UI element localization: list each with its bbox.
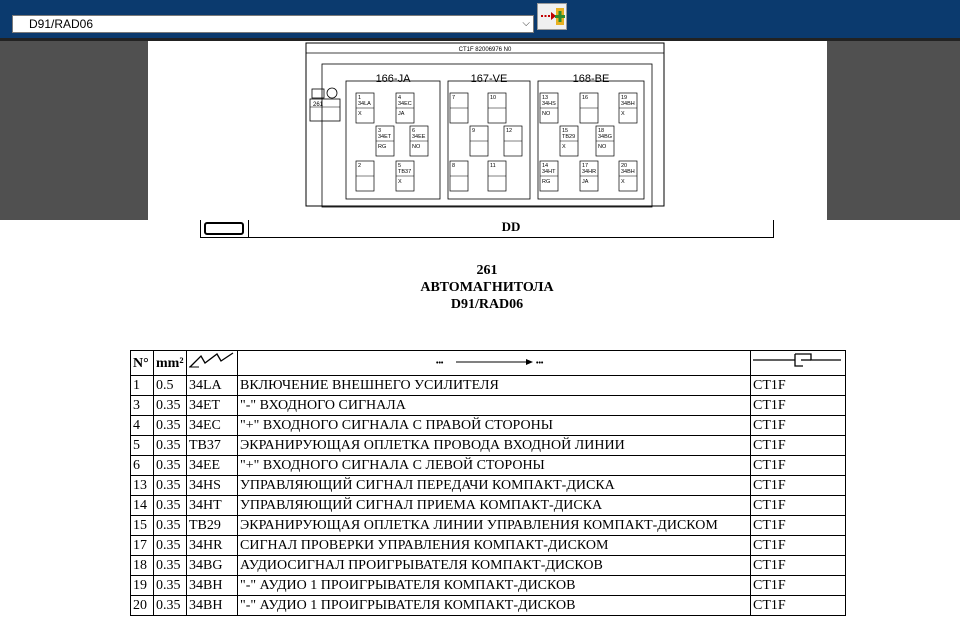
connector-code: CT1F	[751, 496, 846, 516]
wire-code: 34BG	[187, 556, 238, 576]
pin-description: ЭКРАНИРУЮЩАЯ ОПЛЕТКА ПРОВОДА ВХОДНОЙ ЛИНИИ	[238, 436, 751, 456]
wire-section: 0.35	[154, 596, 187, 616]
pin-code-label: 34LA	[358, 101, 371, 107]
block-label-167: 167-VE	[470, 73, 508, 85]
diagram-pin-cell	[560, 126, 578, 156]
table-row	[131, 436, 846, 456]
wire-section: 0.35	[154, 396, 187, 416]
wire-code: 34ET	[187, 396, 238, 416]
previous-row-label: DD	[501, 219, 521, 234]
svg-text:•••: •••	[436, 359, 444, 367]
pin-number: 5	[131, 436, 154, 456]
pin-code-label: 34HR	[582, 169, 597, 175]
pin-description: "-" ВХОДНОГО СИГНАЛА	[238, 396, 751, 416]
component-title-block	[0, 262, 960, 313]
connector-code: CT1F	[751, 536, 846, 556]
diagram-pin-cell	[450, 93, 468, 123]
wire-section: 0.35	[154, 556, 187, 576]
table-row	[131, 516, 846, 536]
pin-description: СИГНАЛ ПРОВЕРКИ УПРАВЛЕНИЯ КОМПАКТ-ДИСКОМ	[238, 536, 751, 556]
table-header-row	[131, 351, 846, 376]
top-toolbar	[0, 0, 960, 38]
connector-code: CT1F	[751, 516, 846, 536]
component-code: D91/RAD06	[450, 297, 524, 312]
table-row	[131, 576, 846, 596]
pin-number: 15	[131, 516, 154, 536]
connector-code: CT1F	[751, 456, 846, 476]
table-row	[131, 416, 846, 436]
pin-number-label: 15	[562, 128, 569, 134]
previous-table-row	[200, 220, 774, 238]
pin-mark-label: X	[398, 179, 402, 185]
diagram-pin-cell	[580, 161, 598, 191]
wire-code: 34HS	[187, 476, 238, 496]
wire-code: 34LA	[187, 376, 238, 396]
connector-icon	[753, 351, 843, 369]
wire-code: 34EC	[187, 416, 238, 436]
pin-code-label: 34HT	[542, 169, 556, 175]
pin-number-label: 10	[490, 95, 497, 101]
pin-description: АУДИОСИГНАЛ ПРОИГРЫВАТЕЛЯ КОМПАКТ-ДИСКОВ	[238, 556, 751, 576]
pin-number-label: 6	[412, 128, 416, 134]
diagram-pin-cell	[376, 126, 394, 156]
go-button[interactable]	[537, 3, 567, 30]
wire-code: 34HR	[187, 536, 238, 556]
arrow-plus-icon	[538, 4, 566, 29]
diagram-pin-cell	[619, 93, 637, 123]
pin-code-label: TB29	[562, 134, 576, 140]
pin-description: "-" АУДИО 1 ПРОИГРЫВАТЕЛЯ КОМПАКТ-ДИСКОВ	[238, 576, 751, 596]
diagram-viewer[interactable]	[0, 38, 960, 220]
wire-section: 0.35	[154, 416, 187, 436]
wire-signal-icon	[189, 352, 235, 368]
pin-number-label: 8	[452, 163, 456, 169]
diagram-pin-cell	[596, 126, 614, 156]
diagram-pin-cell	[450, 161, 468, 191]
pin-description: "+" ВХОДНОГО СИГНАЛА С ЛЕВОЙ СТОРОНЫ	[238, 456, 751, 476]
pin-number-label: 13	[542, 95, 549, 101]
wire-section: 0.35	[154, 536, 187, 556]
pin-mark-label: NO	[412, 144, 421, 150]
pin-description: ВКЛЮЧЕНИЕ ВНЕШНЕГО УСИЛИТЕЛЯ	[238, 376, 751, 396]
diagram-header: CT1F 82006976 N0	[458, 47, 512, 53]
pin-number: 4	[131, 416, 154, 436]
pin-number-label: 2	[358, 163, 362, 169]
diagram-pin-cell	[410, 126, 428, 156]
header-section: mm²	[154, 351, 187, 376]
diagram-sheet	[148, 41, 827, 220]
table-row	[131, 536, 846, 556]
diagram-pin-cell	[540, 93, 558, 123]
diagram-pin-cell	[356, 161, 374, 191]
pin-number: 20	[131, 596, 154, 616]
pin-number-label: 9	[472, 128, 476, 134]
connector-icon	[204, 222, 244, 235]
pin-mark-label: RG	[378, 144, 387, 150]
connector-code: CT1F	[751, 376, 846, 396]
pin-mark-label: NO	[542, 111, 551, 117]
pin-code-label: 34EE	[412, 134, 426, 140]
pin-number-label: 19	[621, 95, 628, 101]
diagram-pin-cell	[396, 161, 414, 191]
wire-section: 0.35	[154, 516, 187, 536]
pin-mark-label: JA	[398, 111, 405, 117]
pin-code-label: 34HS	[542, 101, 556, 107]
wire-section: 0.35	[154, 436, 187, 456]
chevron-down-icon[interactable]: ⌵	[522, 18, 530, 29]
connector-select[interactable]	[12, 15, 534, 33]
diagram-pin-cell	[540, 161, 558, 191]
pin-number-label: 14	[542, 163, 549, 169]
diagram-pin-cell	[356, 93, 374, 123]
svg-text:•••: •••	[536, 359, 544, 367]
wire-code: TB37	[187, 436, 238, 456]
pin-description: ЭКРАНИРУЮЩАЯ ОПЛЕТКА ЛИНИИ УПРАВЛЕНИЯ КОМПАКТ-ДИСКОМ	[238, 516, 751, 536]
viewer-right-gutter	[827, 41, 960, 220]
pin-number-label: 17	[582, 163, 589, 169]
diagram-pin-cell	[488, 93, 506, 123]
pin-number-label: 7	[452, 95, 456, 101]
table-row	[131, 496, 846, 516]
pin-code-label: 34BH	[621, 169, 635, 175]
pin-description: УПРАВЛЯЮЩИЙ СИГНАЛ ПРИЕМА КОМПАКТ-ДИСКА	[238, 496, 751, 516]
connector-code: CT1F	[751, 596, 846, 616]
connector-code: CT1F	[751, 556, 846, 576]
diagram-ref-label: 261	[313, 102, 324, 108]
header-description	[238, 351, 751, 376]
wire-section: 0.35	[154, 476, 187, 496]
pin-number-label: 20	[621, 163, 628, 169]
pin-number: 18	[131, 556, 154, 576]
pin-number: 14	[131, 496, 154, 516]
block-label-166: 166-JA	[375, 73, 411, 85]
block-label-168: 168-BE	[572, 73, 610, 85]
table-row	[131, 596, 846, 616]
wire-code: 34BH	[187, 576, 238, 596]
pin-code-label: 34EC	[398, 101, 412, 107]
pin-number-label: 18	[598, 128, 605, 134]
pin-table	[130, 350, 846, 616]
pin-mark-label: RG	[542, 179, 551, 185]
pin-mark-label: NO	[598, 144, 607, 150]
pin-number-label: 3	[378, 128, 382, 134]
pin-code-label: TB37	[398, 169, 412, 175]
component-number: 261	[476, 263, 498, 278]
pin-mark-label: X	[621, 111, 625, 117]
diagram-pin-cell	[488, 161, 506, 191]
pin-number-label: 12	[506, 128, 513, 134]
diagram-pin-cell	[619, 161, 637, 191]
wire-code: 34HT	[187, 496, 238, 516]
table-row	[131, 476, 846, 496]
header-connector	[751, 351, 846, 376]
connector-code: CT1F	[751, 576, 846, 596]
diagram-pin-cell	[504, 126, 522, 156]
wire-section: 0.5	[154, 376, 187, 396]
wire-code: 34EE	[187, 456, 238, 476]
diagram-pin-cell	[580, 93, 598, 123]
pin-description: "+" ВХОДНОГО СИГНАЛА С ПРАВОЙ СТОРОНЫ	[238, 416, 751, 436]
wire-code: 34BH	[187, 596, 238, 616]
connector-diagram	[148, 41, 827, 220]
wire-code: TB29	[187, 516, 238, 536]
pin-number-label: 4	[398, 95, 402, 101]
arrow-right-icon	[434, 357, 554, 367]
diagram-pin-cell	[470, 126, 488, 156]
header-wire-signal	[187, 351, 238, 376]
pin-number: 19	[131, 576, 154, 596]
pin-mark-label: JA	[582, 179, 589, 185]
pin-code-label: 34ET	[378, 134, 392, 140]
connector-select-value: D91/RAD06	[29, 17, 94, 31]
pin-code-label: 34BG	[598, 134, 613, 140]
pin-code-label: 34BH	[621, 101, 635, 107]
pin-description: УПРАВЛЯЮЩИЙ СИГНАЛ ПЕРЕДАЧИ КОМПАКТ-ДИСКА	[238, 476, 751, 496]
pin-number: 13	[131, 476, 154, 496]
pin-number: 1	[131, 376, 154, 396]
pin-mark-label: X	[621, 179, 625, 185]
pin-number-label: 16	[582, 95, 589, 101]
table-row	[131, 376, 846, 396]
connector-code: CT1F	[751, 416, 846, 436]
pin-number-label: 1	[358, 95, 362, 101]
pin-number-label: 11	[490, 163, 496, 169]
table-row	[131, 556, 846, 576]
pin-mark-label: X	[562, 144, 566, 150]
connector-code: CT1F	[751, 476, 846, 496]
table-row	[131, 456, 846, 476]
pin-number-label: 5	[398, 163, 402, 169]
pin-number: 3	[131, 396, 154, 416]
wire-section: 0.35	[154, 496, 187, 516]
pin-mark-label: X	[358, 111, 362, 117]
pin-number: 6	[131, 456, 154, 476]
pin-description: "-" АУДИО 1 ПРОИГРЫВАТЕЛЯ КОМПАКТ-ДИСКОВ	[238, 596, 751, 616]
diagram-pin-cell	[396, 93, 414, 123]
wire-section: 0.35	[154, 576, 187, 596]
pin-number: 17	[131, 536, 154, 556]
connector-code: CT1F	[751, 396, 846, 416]
component-name: АВТОМАГНИТОЛА	[420, 280, 554, 295]
wire-section: 0.35	[154, 456, 187, 476]
header-number: N°	[131, 351, 154, 376]
table-row	[131, 396, 846, 416]
viewer-left-gutter	[0, 41, 148, 220]
connector-code: CT1F	[751, 436, 846, 456]
